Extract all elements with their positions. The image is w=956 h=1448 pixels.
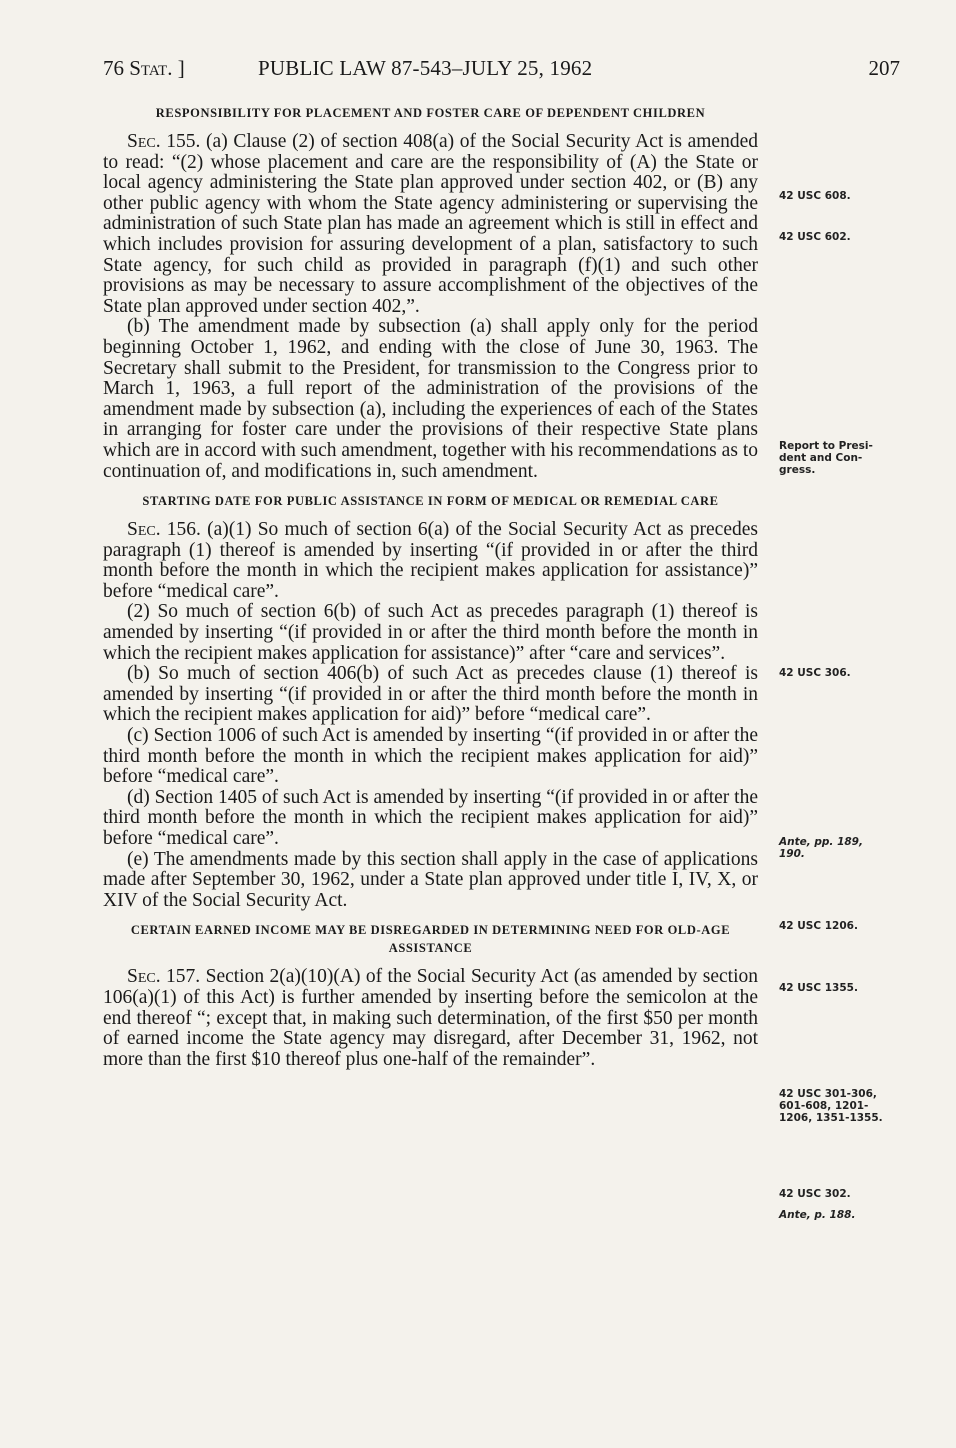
section-156-b: (b) So much of section 406(b) of such Act as precedes clause (1) thereof is amended by inserting “(if provided in or after the third month before the month in which the recipient makes application for aid)” before “medical care”.: [103, 663, 758, 726]
margin-note-report: Report to Presi- dent and Con- gress.: [779, 440, 873, 476]
margin-note-usc-306: 42 USC 306.: [779, 667, 851, 679]
section-heading-157: CERTAIN EARNED INCOME MAY BE DISREGARDED IN DETERMINING NEED FOR OLD-AGE ASSISTANCE: [130, 923, 731, 956]
section-heading-156: STARTING DATE FOR PUBLIC ASSISTANCE IN FORM OF MEDICAL OR REMEDIAL CARE: [142, 494, 719, 509]
section-156-a1: [103, 520, 758, 602]
margin-note-usc-602: 42 USC 602.: [779, 231, 851, 243]
section-155-a: [103, 132, 758, 317]
paragraph-text: (a) Clause (2) of section 408(a) of the Social Security Act is amended to read: “(2) whose placement and care are the responsibility of (A) the State or local agency administering the State plan approved under section 402, or (B) any other public agency with whom the State agency administering or supervising the administration of such State plan has made an agreement which is still in effect and which includes provision for assuring development of a plan, satisfactory to such State agency, for such child as provided in paragraph (f)(1) and such other provisions as may be necessary to assure accomplishment of the objectives of the State plan approved under section 402,”.: [103, 131, 758, 317]
running-header: [103, 56, 903, 86]
section-155-b: (b) The amendment made by subsection (a) shall apply only for the period beginning October 1, 1962, and ending with the close of June 30, 1963. The Secretary shall submit to the President, for transmission to the Congress prior to March 1, 1963, a full report of the administration of the provisions of the amendment made by subsection (a), including the experiences of each of the States in arranging for foster care under the provisions of their respective State plans which are in accord with such amendment, together with his recommendations as to continuation of, and modifications in, such amendment.: [103, 316, 758, 482]
law-title: PUBLIC LAW 87-543–JULY 25, 1962: [258, 56, 593, 80]
paragraph-text: (a)(1) So much of section 6(a) of the Social Security Act as precedes paragraph (1) thereof is amended by inserting “(if provided in or after the third month before the month in which the recipient makes application for assistance)” before “medical care”.: [103, 519, 758, 602]
section-label: Sec. 155.: [127, 131, 201, 152]
section-label: Sec. 156.: [127, 519, 201, 541]
margin-note-ante-188: Ante, p. 188.: [779, 1209, 856, 1221]
section-156-e: (e) The amendments made by this section shall apply in the case of applications made after September 30, 1962, under a State plan approved under title I, IV, X, or XIV of the Social Security Act.: [103, 848, 758, 911]
volume-reference: 76 Stat. ]: [103, 56, 185, 80]
margin-note-usc-1206: 42 USC 1206.: [779, 920, 858, 932]
margin-note-usc-608: 42 USC 608.: [779, 190, 851, 202]
paragraph-text: Section 2(a)(10)(A) of the Social Security Act (as amended by section 106(a)(1) of this Act) is further amended by inserting before the semicolon at the end thereof “; except that, in making such determination, of the first $50 per month of earned income the State agency may disregard, after December 31, 1962, not more than the first $10 thereof plus one-half of the remainder”.: [103, 966, 758, 1070]
page-number: 207: [868, 56, 900, 80]
section-156-c: (c) Section 1006 of such Act is amended by inserting “(if provided in or after the third month before the month in which the recipient makes application for aid)” before “medical care”.: [103, 725, 758, 788]
section-label: Sec. 157.: [127, 966, 201, 988]
section-157: [103, 967, 758, 1070]
section-156-a2: (2) So much of section 6(b) of such Act as precedes paragraph (1) thereof is amended by inserting “(if provided in or after the third month before the month in which the recipient makes application for assistance)” after “care and services”.: [103, 601, 758, 664]
page-body: [103, 104, 758, 1070]
margin-note-usc-301-1355: 42 USC 301-306, 601-608, 1201- 1206, 1351-1355.: [779, 1088, 883, 1124]
section-heading-155: RESPONSIBILITY FOR PLACEMENT AND FOSTER CARE OF DEPENDENT CHILDREN: [155, 106, 706, 120]
margin-note-usc-302: 42 USC 302.: [779, 1188, 851, 1200]
margin-note-ante-189: Ante, pp. 189, 190.: [779, 836, 863, 860]
section-156-d: (d) Section 1405 of such Act is amended by inserting “(if provided in or after the third month before the month in which the recipient makes application for aid)” before “medical care”.: [103, 786, 758, 849]
margin-note-usc-1355: 42 USC 1355.: [779, 982, 858, 994]
